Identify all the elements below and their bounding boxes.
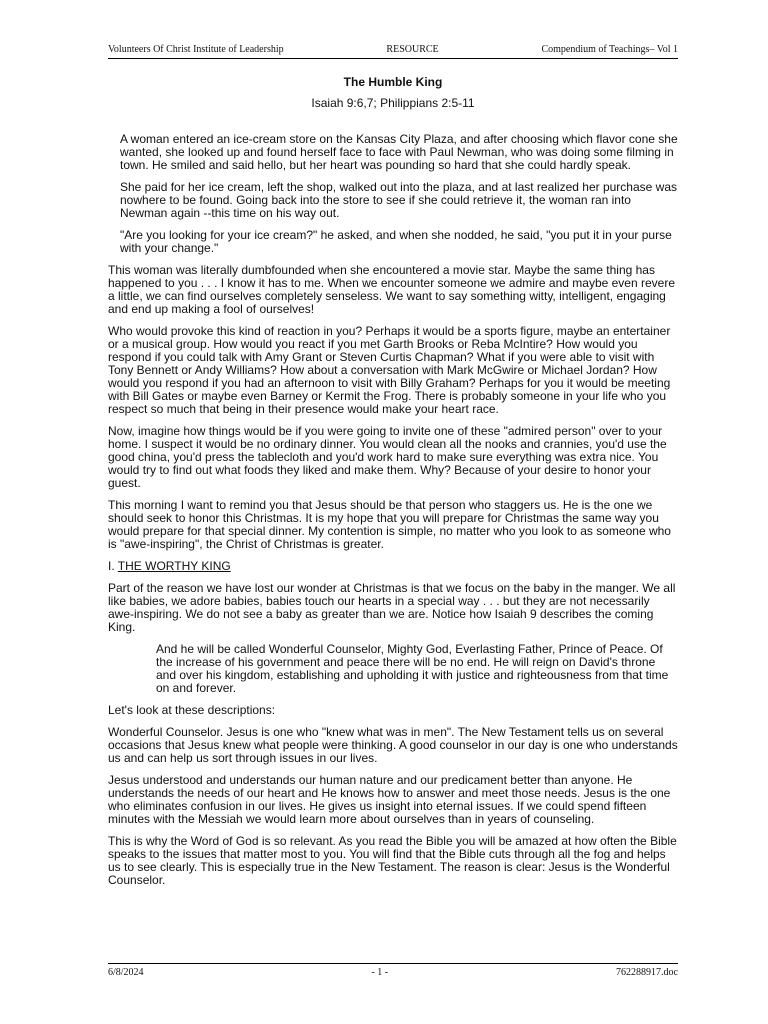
document-page xyxy=(108,44,678,896)
paragraph: This woman was literally dumbfounded when she encountered a movie star. Maybe the same thing has happened to you . . . I know it has to me. When we encounter someone we admire and maybe even revere a little, we can find ourselves completely senseless. We want to say something witty, intelligent, engaging and end up making a fool of ourselves! xyxy=(108,263,675,316)
paragraph: Who would provoke this kind of reaction in you? Perhaps it would be a sports figure, maybe an entertainer or a musical group. How would you react if you met Garth Brooks or Reba McIntire? How would you respond if you could talk with Amy Grant or Steven Curtis Chapman? What if you were able to visit with Tony Bennett or Andy Williams? How about a conversation with Mark McGwire or Michael Jordan? How would you respond if you had an afternoon to visit with Billy Graham? Perhaps for you it would be meeting with Bill Gates or maybe even Barney or Kermit the Frog. There is probably someone in your life who you respect so much that being in their presence would make your heart race. xyxy=(108,324,671,416)
document-body xyxy=(108,133,678,887)
paragraph: Jesus understood and understands our human nature and our predicament better than anyone. He understands the needs of our heart and He knows how to answer and meet those needs. Jesus is the one who eliminates confusion in our lives. He gives us insight into eternal issues. If we could spend fifteen minutes with the Messiah we would learn more about ourselves than in years of counseling. xyxy=(108,773,671,826)
header-resource-label: RESOURCE xyxy=(386,44,439,55)
footer-date: 6/8/2024 xyxy=(108,967,144,978)
section-number: I. xyxy=(108,559,118,573)
paragraph: Let's look at these descriptions: xyxy=(108,703,276,717)
running-header xyxy=(108,44,678,59)
document-title: The Humble King xyxy=(343,75,443,89)
block-quote: And he will be called Wonderful Counselor, Mighty God, Everlasting Father, Prince of Peace. Of the increase of his government and peace there will be no end. He will reign on David's throne and over his kingdom, establishing and upholding it with justice and righteousness from that time on and forever. xyxy=(156,642,669,695)
paragraph: This morning I want to remind you that Jesus should be that person who staggers us. He is the one we should seek to honor this Christmas. It is my hope that you will prepare for Christmas the same way you would prepare for that special dinner. My contention is simple, no matter who you look to as someone who is "awe-inspiring", the Christ of Christmas is greater. xyxy=(108,498,671,551)
paragraph: This is why the Word of God is so relevant. As you read the Bible you will be amazed at how often the Bible speaks to the issues that matter most to you. You will find that the Bible cuts through all the fog and helps us to see clearly. This is especially true in the New Testament. The reason is clear: Jesus is the Wonderful Counselor. xyxy=(108,834,677,887)
paragraph: "Are you looking for your ice cream?" he asked, and when she nodded, he said, "you put it in your purse with your change." xyxy=(120,228,672,255)
paragraph: She paid for her ice cream, left the shop, walked out into the plaza, and at last realized her purchase was nowhere to be found. Going back into the store to see if she could retrieve it, the woman ran into Newman again --this time on his way out. xyxy=(120,180,677,220)
footer-filename: 762288917.doc xyxy=(616,967,678,978)
header-organization: Volunteers Of Christ Institute of Leadership xyxy=(108,44,284,55)
running-footer xyxy=(108,963,678,978)
header-volume: Compendium of Teachings– Vol 1 xyxy=(541,44,678,55)
section-heading xyxy=(108,560,678,573)
scripture-reference: Isaiah 9:6,7; Philippians 2:5-11 xyxy=(311,96,475,110)
section-title: THE WORTHY KING xyxy=(117,559,231,573)
paragraph: Now, imagine how things would be if you were going to invite one of these "admired person" over to your home. I suspect it would be no ordinary dinner. You would clean all the nooks and crannies, you'd use the good china, you'd press the tablecloth and you'd work hard to make sure everything was extra nice. You would try to find out what foods they liked and make them. Why? Because of your desire to honor your guest. xyxy=(108,424,667,490)
footer-page-number: - 1 - xyxy=(371,967,389,978)
paragraph: Wonderful Counselor. Jesus is one who "knew what was in men". The New Testament tells us on several occasions that Jesus knew what people were thinking. A good counselor in our day is one who understands us and can help us sort through issues in our lives. xyxy=(108,725,678,765)
paragraph: Part of the reason we have lost our wonder at Christmas is that we focus on the baby in the manger. We all like babies, we adore babies, babies touch our hearts in a special way . . . but they are not necessarily awe-inspiring. We do not see a baby as greater than we are. Notice how Isaiah 9 describes the coming King. xyxy=(108,581,676,634)
paragraph: A woman entered an ice-cream store on the Kansas City Plaza, and after choosing which flavor cone she wanted, she looked up and found herself face to face with Paul Newman, who was doing some filming in town. He smiled and said hello, but her heart was pounding so hard that she could hardly speak. xyxy=(120,132,678,172)
